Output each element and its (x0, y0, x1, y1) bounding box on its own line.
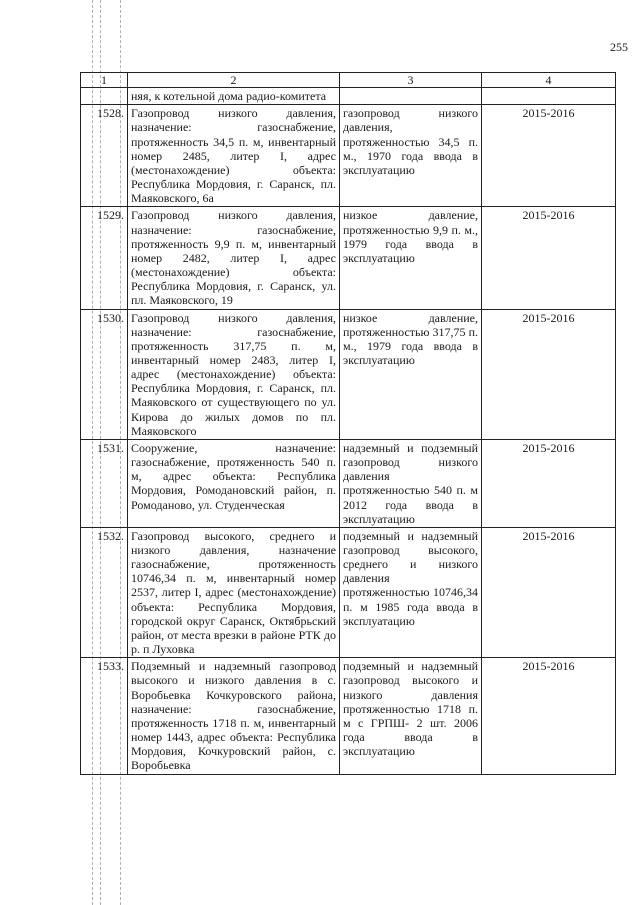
row-object-name: Подземный и надземный газопровод высокого и низкого давления в с. Воробьевка Кочкуровского района, назначение: газоснабжение, протяженность 1718 п. м, инвентарный номер 1443, адрес объекта: Республика Мордовия, Кочкуровский район, с. Воробьевка (128, 658, 340, 774)
table-row (81, 527, 616, 657)
row-number: 1529. (81, 207, 128, 309)
column-header-characteristics: 3 (340, 73, 482, 88)
row-object-name: Сооружение, назначение: газоснабжение, протяженность 540 п. м, адрес объекта: Республика Мордовия, Ромодановский район, п. Ромоданово, ул. Студенческая (128, 439, 340, 527)
column-header-period: 4 (482, 73, 616, 88)
row-object-name: Газопровод низкого давления, назначение: газоснабжение, протяженность 317,75 п. м, инвентарный номер 2483, литер I, адрес (местонахождение) объекта: Республика Мордовия, г. Саранск, пл. Маяковского от существующего по ул. Кирова до жилых домов по пл. Маяковского (128, 309, 340, 439)
row-number: 1528. (81, 105, 128, 207)
row-number: 1530. (81, 309, 128, 439)
table-row (81, 439, 616, 527)
row-characteristics: низкое давление, протяженностью 9,9 п. м., 1979 года ввода в эксплуатацию (340, 207, 482, 309)
table-row (81, 207, 616, 309)
row-number: 1531. (81, 439, 128, 527)
row-period: 2015-2016 (482, 527, 616, 657)
table-row (81, 658, 616, 774)
column-header-number: 1 (81, 73, 128, 88)
row-characteristics: надземный и подземный газопровод низкого давления протяженностью 540 п. м 2012 года ввода в эксплуатацию (340, 439, 482, 527)
row-number (81, 88, 128, 105)
row-characteristics: газопровод низкого давления, протяженностью 34,5 п. м., 1970 года ввода в эксплуатацию (340, 105, 482, 207)
row-number: 1532. (81, 527, 128, 657)
page-number: 255 (610, 40, 628, 54)
row-characteristics (340, 88, 482, 105)
row-object-name: Газопровод высокого, среднего и низкого давления, назначение газоснабжение, протяженность 10746,34 п. м, инвентарный номер 2537, литер I, адрес (местонахождение) объекта: Республика Мордовия, городской округ Саранск, Октябрьский район, от места врезки в районе РТК до р. п Луховка (128, 527, 340, 657)
row-number: 1533. (81, 658, 128, 774)
column-header-name: 2 (128, 73, 340, 88)
row-period: 2015-2016 (482, 658, 616, 774)
table-row (81, 105, 616, 207)
row-period: 2015-2016 (482, 439, 616, 527)
table-row (81, 309, 616, 439)
row-characteristics: подземный и надземный газопровод высокого, среднего и низкого давления протяженностью 10746,34 п. м 1985 года ввода в эксплуатацию (340, 527, 482, 657)
row-characteristics: низкое давление, протяженностью 317,75 п. м., 1979 года ввода в эксплуатацию (340, 309, 482, 439)
row-period: 2015-2016 (482, 105, 616, 207)
row-object-name: Газопровод низкого давления, назначение: газоснабжение, протяженность 34,5 п. м, инвентарный номер 2485, литер I, адрес (местонахождение) объекта: Республика Мордовия, г. Саранск, пл. Маяковского, 6а (128, 105, 340, 207)
row-characteristics: подземный и надземный газопровод высокого и низкого давления протяженностью 1718 п. м с ГРПШ- 2 шт. 2006 года ввода в эксплуатацию (340, 658, 482, 774)
row-period: 2015-2016 (482, 207, 616, 309)
row-period (482, 88, 616, 105)
property-table (80, 72, 616, 775)
table-row-continuation (81, 88, 616, 105)
row-object-name: няя, к котельной дома радио-комитета (128, 88, 340, 105)
table-header-row (81, 73, 616, 88)
row-period: 2015-2016 (482, 309, 616, 439)
row-object-name: Газопровод низкого давления, назначение: газоснабжение, протяженность 9,9 п. м, инвентарный номер 2482, литер I, адрес (местонахождение) объекта: Республика Мордовия, г. Саранск, ул. пл. Маяковского, 19 (128, 207, 340, 309)
